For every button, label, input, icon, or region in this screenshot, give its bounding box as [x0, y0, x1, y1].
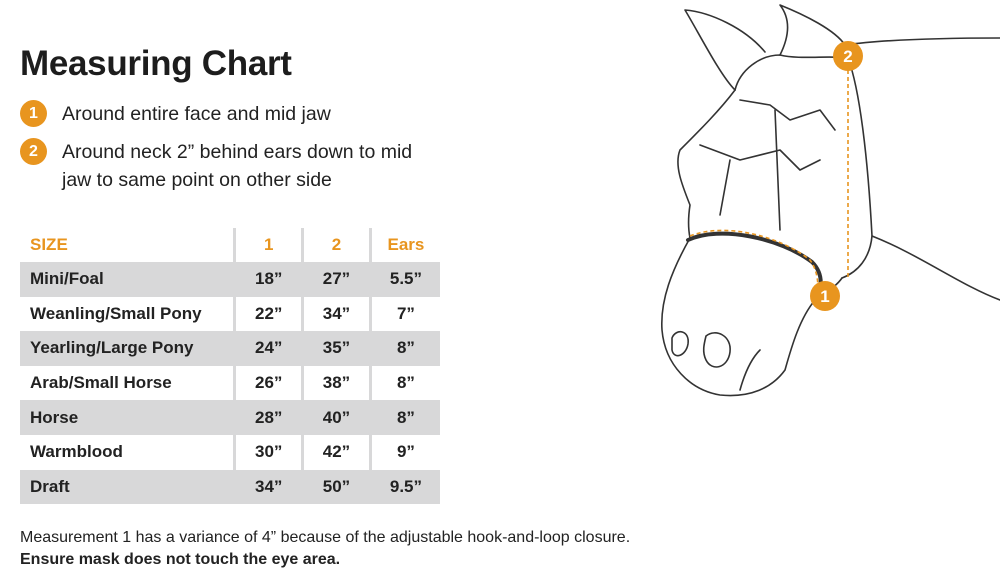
ears-cell: 5.5”: [370, 262, 440, 297]
muzzle-outline: [662, 238, 842, 396]
mask-seam: [775, 110, 780, 230]
ears-cell: 9.5”: [370, 470, 440, 505]
marker-1-label: 1: [820, 287, 830, 306]
measure-1-cell: 22”: [235, 297, 303, 332]
table-row: [20, 366, 440, 401]
measure-1-cell: 30”: [235, 435, 303, 470]
table-row: [20, 435, 440, 470]
neck-bottom-outline: [872, 236, 1000, 300]
measure-1-cell: 18”: [235, 262, 303, 297]
header-size: SIZE: [30, 235, 68, 254]
table-header-row: [20, 228, 440, 262]
step-badge-2: 2: [20, 138, 47, 165]
measurement-1-line: [690, 230, 818, 290]
table-row: [20, 400, 440, 435]
step-text-1: Around entire face and mid jaw: [62, 103, 331, 125]
horse-fly-mask-diagram: [640, 0, 1000, 400]
measure-2-cell: 40”: [303, 400, 371, 435]
ears-cell: 9”: [370, 435, 440, 470]
size-cell: Mini/Foal: [20, 262, 235, 297]
ears-cell: 8”: [370, 400, 440, 435]
header-measure-2: 2: [303, 228, 371, 262]
left-ear-outline: [685, 10, 765, 90]
ears-cell: 7”: [370, 297, 440, 332]
measure-1-cell: 24”: [235, 331, 303, 366]
measure-1-cell: 34”: [235, 470, 303, 505]
step-badge-1: 1: [20, 100, 47, 127]
measure-2-cell: 38”: [303, 366, 371, 401]
step-2: [20, 138, 432, 194]
size-cell: Draft: [20, 470, 235, 505]
measure-2-cell: 50”: [303, 470, 371, 505]
table-row: [20, 470, 440, 505]
footnote-text: Measurement 1 has a variance of 4” because of the adjustable hook-and-loop closure.: [20, 529, 631, 546]
mask-front-outline: [678, 90, 735, 238]
header-ears: Ears: [370, 228, 440, 262]
step-1: [20, 100, 422, 128]
table-row: [20, 331, 440, 366]
measure-2-cell: 35”: [303, 331, 371, 366]
nostril-icon: [672, 332, 688, 356]
mask-seam: [700, 145, 820, 170]
footnote-warning: Ensure mask does not touch the eye area.: [20, 551, 341, 568]
table-row: [20, 262, 440, 297]
page-title: Measuring Chart: [20, 44, 292, 83]
size-cell: Weanling/Small Pony: [30, 303, 202, 323]
size-cell: Arab/Small Horse: [30, 373, 172, 393]
marker-2-label: 2: [843, 47, 853, 66]
neck-top-outline: [845, 38, 1000, 45]
ears-cell: 8”: [370, 331, 440, 366]
mask-seam: [740, 100, 835, 130]
measure-1-cell: 26”: [235, 366, 303, 401]
measure-1-cell: 28”: [235, 400, 303, 435]
size-cell: Yearling/Large Pony: [20, 331, 235, 366]
footnote: [20, 527, 640, 571]
measure-2-cell: 27”: [303, 262, 371, 297]
mask-outline: [735, 55, 872, 278]
mouth-outline: [740, 350, 760, 390]
nose-strap: [688, 234, 821, 290]
size-table: [20, 228, 440, 504]
step-text-2: Around neck 2” behind ears down to mid jaw to same point on other side: [62, 141, 413, 191]
size-cell: Horse: [20, 400, 235, 435]
measure-2-cell: 42”: [303, 435, 371, 470]
table-row: [20, 297, 440, 332]
mask-seam: [720, 160, 730, 215]
size-cell: Warmblood: [30, 442, 123, 462]
ears-cell: 8”: [370, 366, 440, 401]
nostril-icon: [704, 333, 730, 367]
measure-2-cell: 34”: [303, 297, 371, 332]
right-ear-outline: [780, 5, 845, 55]
header-measure-1: 1: [235, 228, 303, 262]
